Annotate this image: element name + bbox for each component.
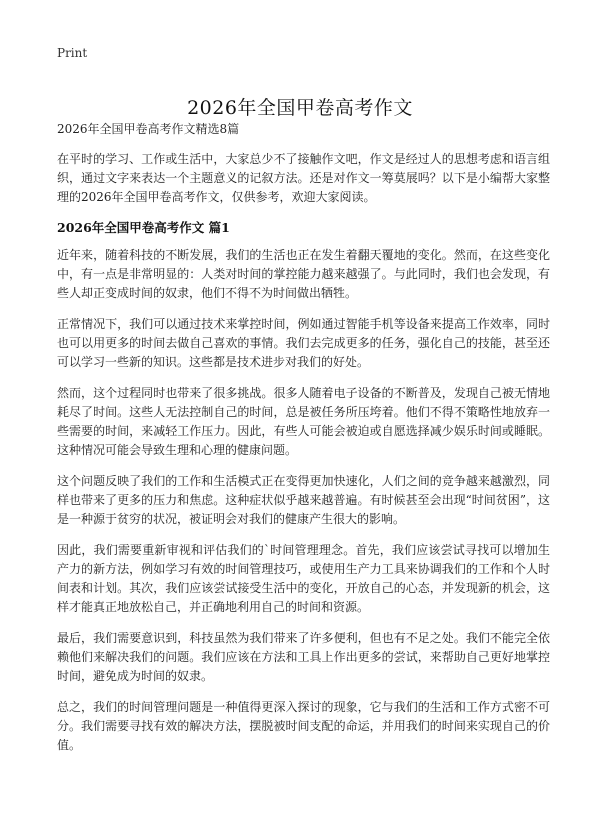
body-paragraph: 这个问题反映了我们的工作和生活模式正在变得更加快速化，人们之间的竞争越来越激烈，同样也带来了更多的压力和焦虑。这种症状似乎越来越普遍。有时候甚至会出现“时间贫困”，这是一种源于贫穷的状况，被证明会对我们的健康产生很大的影响。 <box>57 474 550 526</box>
page-title: 2026年全国甲卷高考作文 <box>187 96 413 119</box>
article-body <box>57 121 550 767</box>
section-heading: 2026年全国甲卷高考作文 篇1 <box>57 220 230 235</box>
body-paragraph: 最后，我们需要意识到，科技虽然为我们带来了许多便利，但也有不足之处。我们不能完全依赖他们来解决我们的问题。我们应该在方法和工具上作出更多的尝试，来帮助自己更好地掌控时间，避免成为时间的奴隶。 <box>57 631 550 683</box>
body-paragraph: 然而，这个过程同时也带来了很多挑战。很多人随着电子设备的不断普及，发现自己被无情地耗尽了时间。这些人无法控制自己的时间，总是被任务所压垮着。他们不得不策略性地放弃一些需要的时间，来减轻工作压力。因此，有些人可能会被迫或自愿选择减少娱乐时间或睡眠。这种情况可能会导致生理和心理的健康问题。 <box>57 386 550 457</box>
body-paragraph: 因此，我们需要重新审视和评估我们的`时间管理理念。首先，我们应该尝试寻找可以增加生产力的新方法，例如学习有效的时间管理技巧，或使用生产力工具来协调我们的工作和个人时间表和计划。其次，我们应该尝试接受生活中的变化，开放自己的心态，并发现新的机会，这样才能真正地放松自己，并正确地利用自己的时间和资源。 <box>57 543 550 614</box>
intro-paragraph: 在平时的学习、工作或生活中，大家总少不了接触作文吧，作文是经过人的思想考虑和语言组织，通过文字来表达一个主题意义的记叙方法。还是对作文一筹莫展吗？以下是小编帮大家整理的2026年全国甲卷高考作文，仅供参考，欢迎大家阅读。 <box>57 152 550 204</box>
body-paragraph: 总之，我们的时间管理问题是一种值得更深入探讨的现象，它与我们的生活和工作方式密不可分。我们需要寻找有效的解决方法，摆脱被时间支配的命运，并用我们的时间来实现自己的价值。 <box>57 700 550 752</box>
body-paragraph: 正常情况下，我们可以通过技术来掌控时间，例如通过智能手机等设备来提高工作效率，同时也可以用更多的时间去做自己喜欢的事情。我们去完成更多的任务，强化自己的技能，甚至还可以学习一些新的知识。这些都是技术进步对我们的好处。 <box>57 317 550 369</box>
print-link[interactable]: Print <box>57 46 88 60</box>
body-paragraph: 近年来，随着科技的不断发展，我们的生活也正在发生着翻天覆地的变化。然而，在这些变化中，有一点是非常明显的：人类对时间的掌控能力越来越强了。与此同时，我们也会发现，有些人却正变成时间的奴隶，他们不得不为时间做出牺牲。 <box>57 248 550 300</box>
article-subtitle: 2026年全国甲卷高考作文精选8篇 <box>57 122 240 136</box>
